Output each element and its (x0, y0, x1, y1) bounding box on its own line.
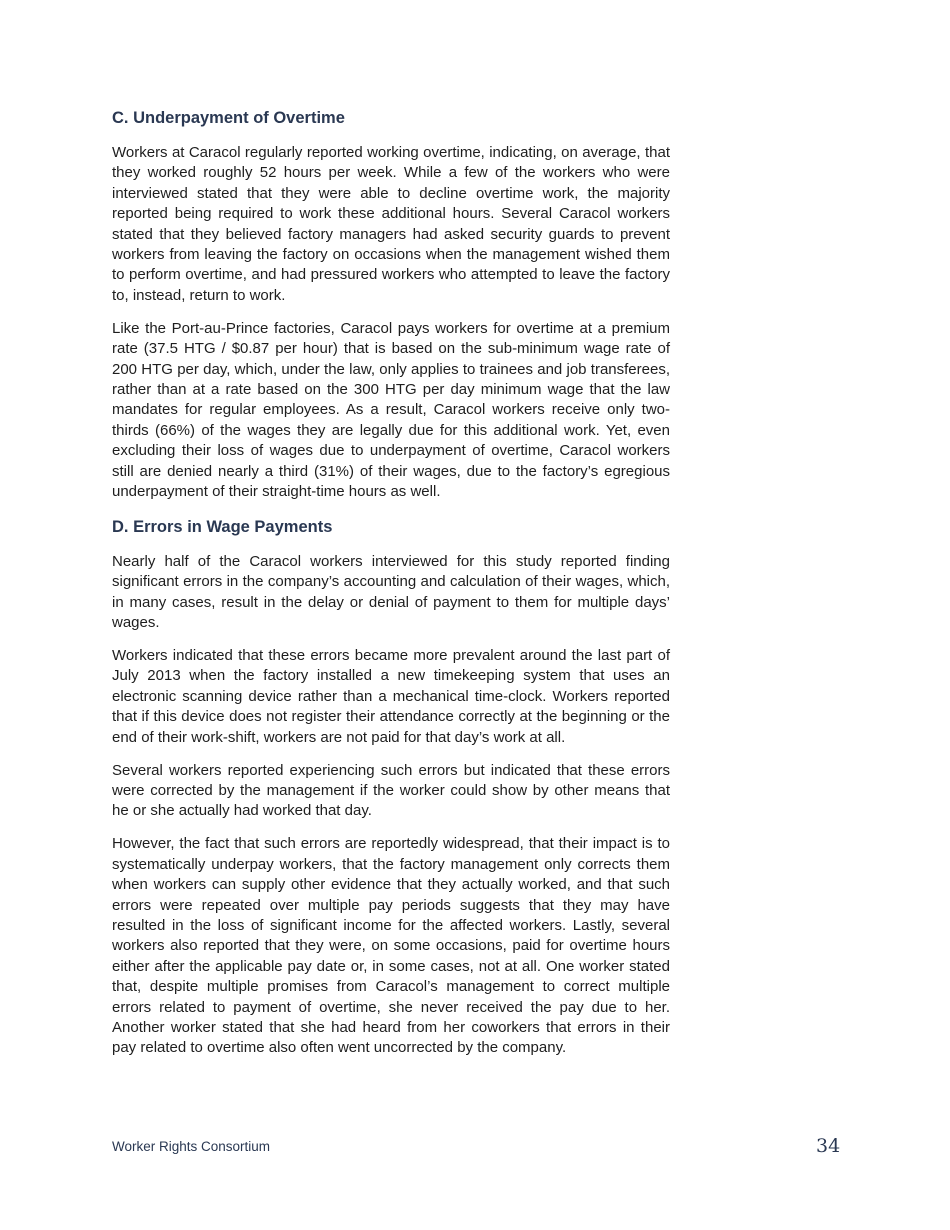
section-c-heading: C. Underpayment of Overtime (112, 109, 345, 127)
document-body (112, 106, 670, 1071)
section-d-paragraph-3: Several workers reported experiencing such errors but indicated that these errors were corrected by the management if the worker could show by other means that he or she actually had worked that day. (112, 761, 670, 820)
section-d-paragraph-4: However, the fact that such errors are reportedly widespread, that their impact is to systematically underpay workers, that the factory management only corrects them when workers can supply other evidence that they actually worked, and that such errors were repeated over multiple pay periods suggests that they may have resulted in the loss of significant income for the affected workers. Lastly, several workers also reported that they were, on some occasions, paid for overtime hours either after the applicable pay date or, in some cases, not at all. One worker stated that, despite multiple promises from Caracol’s management to correct multiple errors related to payment of overtime, she never received the pay due to her. Another worker stated that she had heard from her coworkers that errors in their pay related to overtime also often went uncorrected by the company. (112, 835, 670, 1057)
page-number: 34 (816, 1135, 841, 1157)
footer-organization: Worker Rights Consortium (112, 1139, 271, 1154)
section-d-paragraph-1: Nearly half of the Caracol workers interviewed for this study reported finding significant errors in the company’s accounting and calculation of their wages, which, in many cases, result in the delay or denial of payment to them for multiple days’ wages. (112, 552, 670, 632)
section-c-paragraph-1: Workers at Caracol regularly reported working overtime, indicating, on average, that they worked roughly 52 hours per week. While a few of the workers who were interviewed stated that they were able to decline overtime work, the majority reported being required to work these additional hours. Several Caracol workers stated that they believed factory managers had asked security guards to prevent workers from leaving the factory on occasions when the management wished them to perform overtime, and had pressured workers who attempted to leave the factory to, instead, return to work. (112, 144, 670, 304)
section-d-paragraph-2: Workers indicated that these errors became more prevalent around the last part of July 2013 when the factory installed a new timekeeping system that uses an electronic scanning device rather than a mechanical time-clock. Workers reported that if this device does not register their attendance correctly at the beginning or the end of their work-shift, workers are not paid for that day’s work at all. (112, 647, 670, 746)
section-c-paragraph-2: Like the Port-au-Prince factories, Caracol pays workers for overtime at a premium rate (37.5 HTG / $0.87 per hour) that is based on the sub-minimum wage rate of 200 HTG per day, which, under the law, only applies to trainees and job transferees, rather than at a rate based on the 300 HTG per day minimum wage that the law mandates for regular employees. As a result, Caracol workers receive only two-thirds (66%) of the wages they are legally due for this additional work. Yet, even excluding their loss of wages due to underpayment of overtime, Caracol workers still are denied nearly a third (31%) of their wages, due to the factory’s egregious underpayment of their straight-time hours as well. (112, 319, 670, 500)
section-d-heading: D. Errors in Wage Payments (112, 517, 333, 536)
